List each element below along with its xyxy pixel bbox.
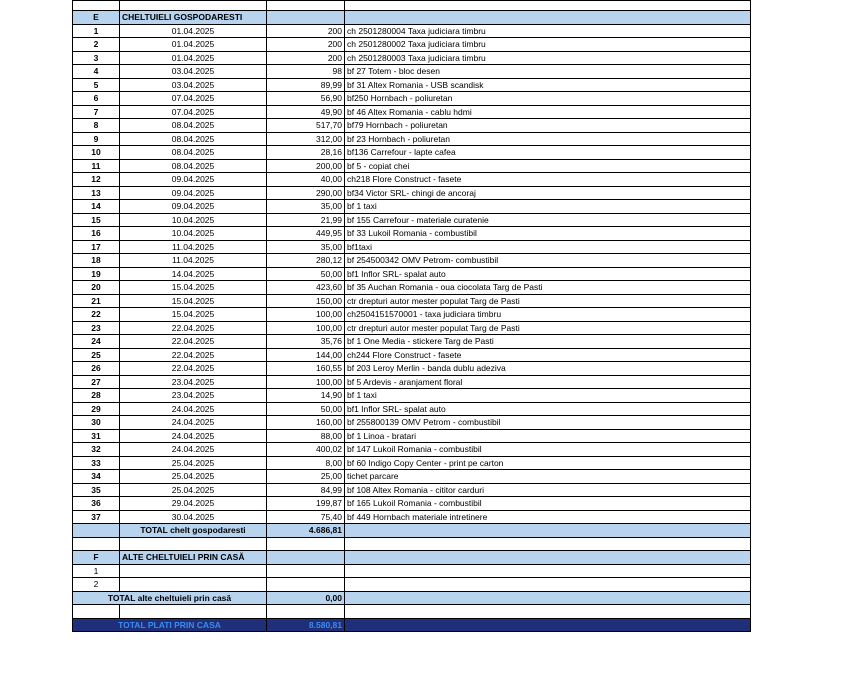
row-description[interactable]: bf1taxi [345, 240, 751, 254]
row-amount[interactable]: 100,00 [267, 321, 345, 335]
row-amount[interactable]: 35,00 [267, 200, 345, 214]
row-description[interactable]: ctr drepturi autor mester populat Targ de Pasti [345, 321, 751, 335]
table-row [73, 92, 751, 106]
row-amount[interactable]: 200,00 [267, 159, 345, 173]
row-date[interactable]: 10.04.2025 [120, 213, 267, 227]
table-row [73, 200, 751, 214]
row-number[interactable]: 10 [73, 146, 120, 160]
row-amount[interactable]: 25,00 [267, 470, 345, 484]
row-number[interactable]: 4 [73, 65, 120, 79]
table-row [73, 146, 751, 160]
table-row [73, 308, 751, 322]
row-number[interactable]: 29 [73, 402, 120, 416]
row-description[interactable]: tichet parcare [345, 470, 751, 484]
table-row [73, 119, 751, 133]
table-row [73, 186, 751, 200]
row-number[interactable]: 1 [73, 24, 120, 38]
row-description[interactable]: bf 147 Lukoil Romania - combustibil [345, 443, 751, 457]
row-description[interactable]: bf1 Inflor SRL- spalat auto [345, 267, 751, 281]
row-amount[interactable]: 100,00 [267, 308, 345, 322]
row-number[interactable]: 30 [73, 416, 120, 430]
row-date[interactable]: 23.04.2025 [120, 375, 267, 389]
table-row [73, 362, 751, 376]
table-row [73, 78, 751, 92]
row-date[interactable]: 22.04.2025 [120, 348, 267, 362]
row-description[interactable]: bf 1 taxi [345, 389, 751, 403]
table-row [73, 402, 751, 416]
row-description[interactable]: bf34 Victor SRL- chingi de ancoraj [345, 186, 751, 200]
row-amount[interactable]: 200 [267, 51, 345, 65]
row-amount[interactable]: 160,00 [267, 416, 345, 430]
row-number[interactable]: 26 [73, 362, 120, 376]
row-number[interactable]: 23 [73, 321, 120, 335]
row-amount[interactable]: 160,55 [267, 362, 345, 376]
row-date[interactable]: 25.04.2025 [120, 483, 267, 497]
section-f-title[interactable]: ALTE CHELTUIELI PRIN CASĂ [120, 551, 267, 565]
row-amount[interactable]: 88,00 [267, 429, 345, 443]
table-row [73, 24, 751, 38]
row-number[interactable]: 2 [73, 578, 120, 592]
row-number[interactable]: 31 [73, 429, 120, 443]
row-date[interactable]: 09.04.2025 [120, 200, 267, 214]
row-number[interactable]: 3 [73, 51, 120, 65]
row-number[interactable]: 17 [73, 240, 120, 254]
row-amount[interactable]: 28,16 [267, 146, 345, 160]
row-amount[interactable]: 40,00 [267, 173, 345, 187]
row-amount[interactable]: 423,60 [267, 281, 345, 295]
row-amount[interactable]: 8,00 [267, 456, 345, 470]
row-date[interactable]: 24.04.2025 [120, 429, 267, 443]
row-amount[interactable]: 100,00 [267, 375, 345, 389]
row-date[interactable]: 24.04.2025 [120, 402, 267, 416]
table-row [73, 38, 751, 52]
table-row [73, 227, 751, 241]
row-amount[interactable]: 449,95 [267, 227, 345, 241]
row-amount[interactable]: 290,00 [267, 186, 345, 200]
row-description[interactable]: bf 27 Totem - bloc desen [345, 65, 751, 79]
row-number[interactable]: 21 [73, 294, 120, 308]
row-number[interactable]: 35 [73, 483, 120, 497]
row-description[interactable]: bf1 Inflor SRL- spalat auto [345, 402, 751, 416]
row-amount[interactable]: 200 [267, 38, 345, 52]
row-description[interactable]: bf250 Hornbach - poliuretan [345, 92, 751, 106]
table-row [73, 416, 751, 430]
row-description[interactable]: ch 2501280002 Taxa judiciara timbru [345, 38, 751, 52]
row-amount[interactable]: 400,02 [267, 443, 345, 457]
row-number[interactable]: 1 [73, 564, 120, 578]
table-row [73, 375, 751, 389]
row-description[interactable]: ctr drepturi autor mester populat Targ de Pasti [345, 294, 751, 308]
row-date[interactable]: 10.04.2025 [120, 227, 267, 241]
row-number[interactable]: 34 [73, 470, 120, 484]
row-description[interactable]: bf 449 Hornbach materiale intretinere [345, 510, 751, 524]
row-date[interactable]: 15.04.2025 [120, 294, 267, 308]
table-row [73, 281, 751, 295]
row-number[interactable]: 6 [73, 92, 120, 106]
row-date[interactable]: 22.04.2025 [120, 335, 267, 349]
row-description[interactable]: bf 155 Carrefour - materiale curatenie [345, 213, 751, 227]
row-date[interactable]: 25.04.2025 [120, 456, 267, 470]
row-number[interactable]: 37 [73, 510, 120, 524]
row-number[interactable]: 19 [73, 267, 120, 281]
section-f-total-row [73, 591, 751, 605]
row-number[interactable]: 2 [73, 38, 120, 52]
row-date[interactable]: 22.04.2025 [120, 321, 267, 335]
row-description[interactable]: bf 203 Leroy Merlin - banda dublu adeziva [345, 362, 751, 376]
row-description[interactable]: bf 165 Lukoil Romania - combustibil [345, 497, 751, 511]
row-date[interactable]: 11.04.2025 [120, 240, 267, 254]
row-date[interactable]: 08.04.2025 [120, 146, 267, 160]
table-row [73, 294, 751, 308]
table-row [73, 267, 751, 281]
row-amount[interactable] [267, 564, 345, 578]
row-description[interactable]: bf136 Carrefour - lapte cafea [345, 146, 751, 160]
row-amount[interactable]: 14,90 [267, 389, 345, 403]
row-date[interactable]: 03.04.2025 [120, 78, 267, 92]
section-f-total-value[interactable]: 0,00 [267, 591, 345, 605]
row-date[interactable]: 07.04.2025 [120, 105, 267, 119]
row-description[interactable]: ch244 Flore Construct - fasete [345, 348, 751, 362]
row-date[interactable]: 01.04.2025 [120, 51, 267, 65]
row-number[interactable]: 5 [73, 78, 120, 92]
row-number[interactable]: 13 [73, 186, 120, 200]
table-row [73, 510, 751, 524]
row-description[interactable]: bf 46 Altex Romania - cablu hdmi [345, 105, 751, 119]
row-amount[interactable]: 50,00 [267, 267, 345, 281]
row-amount[interactable]: 50,00 [267, 402, 345, 416]
section-f-letter[interactable]: F [73, 551, 120, 565]
grand-total-value[interactable]: 8.580,81 [267, 618, 345, 632]
table-row [73, 254, 751, 268]
table-row [73, 51, 751, 65]
row-date[interactable]: 11.04.2025 [120, 254, 267, 268]
row-date[interactable] [120, 578, 267, 592]
row-number[interactable]: 12 [73, 173, 120, 187]
row-description[interactable]: bf 60 Indigo Copy Center - print pe carton [345, 456, 751, 470]
row-number[interactable]: 14 [73, 200, 120, 214]
row-date[interactable]: 03.04.2025 [120, 65, 267, 79]
row-amount[interactable]: 89,99 [267, 78, 345, 92]
table-row [73, 483, 751, 497]
grand-total-label[interactable]: TOTAL PLATI PRIN CASA [73, 618, 267, 632]
row-description[interactable]: bf 35 Auchan Romania - oua ciocolata Targ de Pasti [345, 281, 751, 295]
row-number[interactable]: 28 [73, 389, 120, 403]
table-row [73, 105, 751, 119]
row-amount[interactable]: 49,90 [267, 105, 345, 119]
table-row [73, 335, 751, 349]
row-amount[interactable]: 312,00 [267, 132, 345, 146]
row-number[interactable]: 16 [73, 227, 120, 241]
row-description[interactable]: bf 108 Altex Romania - cititor carduri [345, 483, 751, 497]
row-amount[interactable]: 35,76 [267, 335, 345, 349]
row-date[interactable]: 15.04.2025 [120, 308, 267, 322]
row-date[interactable]: 14.04.2025 [120, 267, 267, 281]
table-row [73, 429, 751, 443]
row-description[interactable]: bf 1 One Media - stickere Targ de Pasti [345, 335, 751, 349]
row-date[interactable]: 22.04.2025 [120, 362, 267, 376]
row-date[interactable]: 01.04.2025 [120, 24, 267, 38]
row-description[interactable]: ch 2501280003 Taxa judiciara timbru [345, 51, 751, 65]
row-description[interactable]: bf79 Hornbach - poliuretan [345, 119, 751, 133]
row-amount[interactable]: 84,99 [267, 483, 345, 497]
row-date[interactable]: 08.04.2025 [120, 119, 267, 133]
row-amount[interactable]: 200 [267, 24, 345, 38]
row-amount[interactable]: 280,12 [267, 254, 345, 268]
row-amount[interactable]: 199,87 [267, 497, 345, 511]
row-number[interactable]: 11 [73, 159, 120, 173]
table-row [73, 132, 751, 146]
row-amount[interactable]: 150,00 [267, 294, 345, 308]
section-e-total-value[interactable]: 4.686,81 [267, 524, 345, 538]
row-description[interactable]: bf 33 Lukoil Romania - combustibil [345, 227, 751, 241]
row-description[interactable]: ch218 Flore Construct - fasete [345, 173, 751, 187]
table-row [73, 240, 751, 254]
row-description[interactable]: ch 2501280004 Taxa judiciara timbru [345, 24, 751, 38]
row-number[interactable]: 22 [73, 308, 120, 322]
row-amount[interactable]: 75,40 [267, 510, 345, 524]
row-description[interactable]: bf 1 taxi [345, 200, 751, 214]
row-description[interactable]: bf 255800139 OMV Petrom - combustibil [345, 416, 751, 430]
expense-table [72, 0, 751, 632]
spacer-row [73, 537, 751, 551]
section-e-header [73, 11, 751, 25]
row-description[interactable]: bf 23 Hornbach - poliuretan [345, 132, 751, 146]
table-row [73, 173, 751, 187]
row-date[interactable]: 29.04.2025 [120, 497, 267, 511]
table-row [73, 456, 751, 470]
row-date[interactable]: 08.04.2025 [120, 159, 267, 173]
row-date[interactable]: 09.04.2025 [120, 186, 267, 200]
section-e-total-label[interactable]: TOTAL chelt gospodaresti [120, 524, 267, 538]
spacer-row [73, 605, 751, 619]
section-e-title[interactable]: CHELTUIELI GOSPODARESTI [120, 11, 267, 25]
row-number[interactable]: 36 [73, 497, 120, 511]
expense-sheet [72, 0, 750, 632]
row-date[interactable]: 08.04.2025 [120, 132, 267, 146]
row-description[interactable]: bf 5 Ardevis - aranjament floral [345, 375, 751, 389]
row-date[interactable]: 09.04.2025 [120, 173, 267, 187]
row-number[interactable]: 27 [73, 375, 120, 389]
row-amount[interactable]: 56,90 [267, 92, 345, 106]
row-description[interactable]: bf 31 Altex Romania - USB scandisk [345, 78, 751, 92]
row-number[interactable]: 9 [73, 132, 120, 146]
row-number[interactable]: 24 [73, 335, 120, 349]
row-description[interactable] [345, 564, 751, 578]
row-number[interactable]: 15 [73, 213, 120, 227]
row-amount[interactable]: 144,00 [267, 348, 345, 362]
row-date[interactable]: 23.04.2025 [120, 389, 267, 403]
row-date[interactable]: 24.04.2025 [120, 416, 267, 430]
row-date[interactable] [120, 564, 267, 578]
row-number[interactable]: 18 [73, 254, 120, 268]
section-f-header [73, 551, 751, 565]
table-row [73, 321, 751, 335]
table-row [73, 497, 751, 511]
table-row [73, 159, 751, 173]
table-row [73, 213, 751, 227]
row-amount[interactable] [267, 578, 345, 592]
row-date[interactable]: 24.04.2025 [120, 443, 267, 457]
row-number[interactable]: 33 [73, 456, 120, 470]
table-row [73, 348, 751, 362]
table-row [73, 65, 751, 79]
table-row [73, 470, 751, 484]
row-description[interactable]: bf 254500342 OMV Petrom- combustibil [345, 254, 751, 268]
row-amount[interactable]: 98 [267, 65, 345, 79]
row-description[interactable]: ch2504151570001 - taxa judiciara timbru [345, 308, 751, 322]
row-description[interactable]: bf 1 Linoa - bratari [345, 429, 751, 443]
table-row [73, 389, 751, 403]
row-date[interactable]: 07.04.2025 [120, 92, 267, 106]
top-partial-row [73, 1, 751, 11]
row-date[interactable]: 01.04.2025 [120, 38, 267, 52]
row-date[interactable]: 25.04.2025 [120, 470, 267, 484]
row-number[interactable]: 8 [73, 119, 120, 133]
section-f-total-label[interactable]: TOTAL alte cheltuieli prin casă [73, 591, 267, 605]
row-description[interactable]: bf 5 - copiat chei [345, 159, 751, 173]
table-row [73, 443, 751, 457]
row-date[interactable]: 30.04.2025 [120, 510, 267, 524]
section-e-total-row [73, 524, 751, 538]
row-number[interactable]: 7 [73, 105, 120, 119]
table-row [73, 564, 751, 578]
row-amount[interactable]: 517,70 [267, 119, 345, 133]
row-amount[interactable]: 21,99 [267, 213, 345, 227]
row-description[interactable] [345, 578, 751, 592]
row-date[interactable]: 15.04.2025 [120, 281, 267, 295]
row-number[interactable]: 25 [73, 348, 120, 362]
row-number[interactable]: 20 [73, 281, 120, 295]
row-amount[interactable]: 35,00 [267, 240, 345, 254]
section-e-letter[interactable]: E [73, 11, 120, 25]
table-row [73, 578, 751, 592]
row-number[interactable]: 32 [73, 443, 120, 457]
grand-total-row [73, 618, 751, 632]
